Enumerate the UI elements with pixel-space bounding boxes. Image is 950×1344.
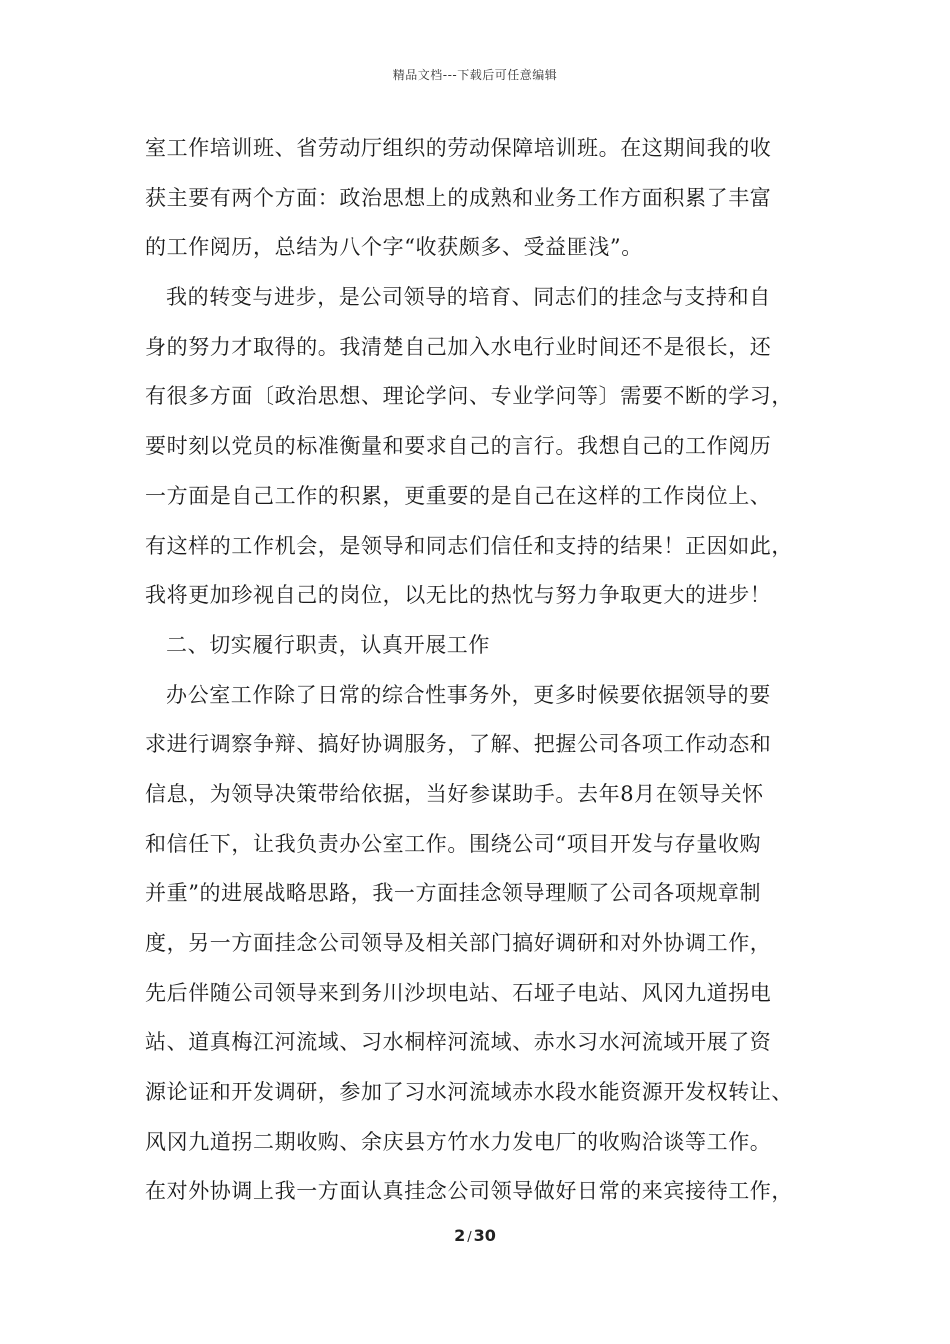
text-line: 先后伴随公司领导来到务川沙坝电站、石垭子电站、风冈九道拐电 (145, 980, 772, 1005)
text-line: 有这样的工作机会，是领导和同志们信任和支持的结果！正因如此， (145, 533, 793, 558)
text-line: 获主要有两个方面：政治思想上的成熟和业务工作方面积累了丰富 (145, 185, 772, 210)
text-line: 身的努力才取得的。我清楚自己加入水电行业时间还不是很长，还 (145, 334, 772, 359)
current-page-number: 2 (454, 1226, 466, 1245)
text-line: 有很多方面〔政治思想、理论学问、专业学问等〕需要不断的学习， (145, 384, 793, 409)
text-line: 的工作阅历，总结为八个字“收获颇多、受益匪浅”。 (145, 235, 643, 260)
text-line: 和信任下，让我负责办公室工作。围绕公司“项目开发与存量收购 (145, 831, 762, 856)
text-line: 度，另一方面挂念公司领导及相关部门搞好调研和对外协调工作， (145, 931, 772, 955)
page-number (0, 1226, 950, 1245)
paragraph-start-line: 我的转变与进步，是公司领导的培育、同志们的挂念与支持和自 (166, 285, 771, 310)
body-text (145, 128, 835, 1221)
paragraph-start-line: 办公室工作除了日常的综合性事务外，更多时候要依据领导的要 (166, 682, 771, 707)
text-line: 室工作培训班、省劳动厅组织的劳动保障培训班。在这期间我的收 (145, 136, 772, 160)
text-line: 要时刻以党员的标准衡量和要求自己的言行。我想自己的工作阅历 (145, 434, 772, 459)
total-pages-number: 30 (473, 1226, 496, 1245)
text-line: 源论证和开发调研，参加了习水河流域赤水段水能资源开发权转让、 (145, 1080, 793, 1105)
text-line: 风冈九道拐二期收购、余庆县方竹水力发电厂的收购洽谈等工作。 (145, 1129, 772, 1154)
page-number-separator: / (467, 1230, 472, 1245)
text-line: 站、道真梅江河流域、习水桐梓河流域、赤水习水河流域开展了资 (145, 1030, 772, 1055)
text-line: 一方面是自己工作的积累，更重要的是自己在这样的工作岗位上、 (145, 483, 772, 508)
section-heading: 二、切实履行职责，认真开展工作 (166, 632, 490, 657)
page-header: 精品文档---下载后可任意编辑 (392, 68, 558, 82)
text-line: 我将更加珍视自己的岗位，以无比的热忱与努力争取更大的进步！ (145, 583, 772, 608)
text-line: 在对外协调上我一方面认真挂念公司领导做好日常的来宾接待工作， (145, 1179, 793, 1204)
text-line: 并重”的进展战略思路，我一方面挂念领导理顺了公司各项规章制 (145, 881, 762, 906)
text-line: 求进行调察争辩、搞好协调服务，了解、把握公司各项工作动态和 (145, 732, 772, 757)
text-line: 信息，为领导决策带给依据，当好参谋助手。去年8月在领导关怀 (145, 781, 764, 806)
